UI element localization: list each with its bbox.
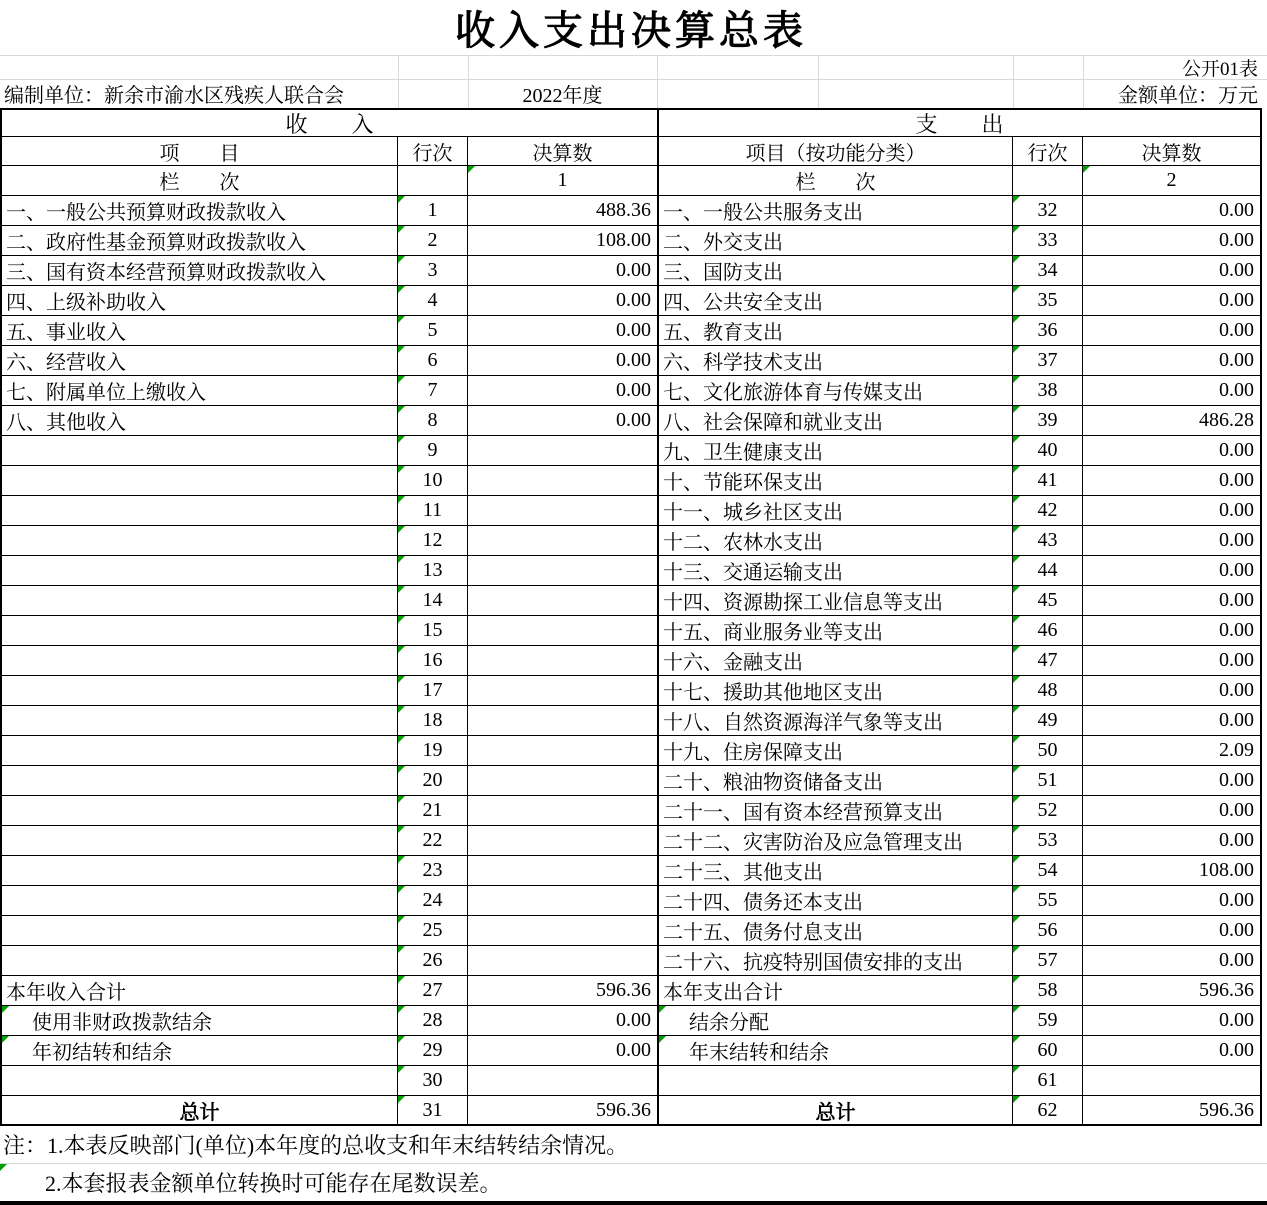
amount-cell: [468, 526, 657, 556]
expense-col-item: 项目（按功能分类）: [659, 137, 1013, 166]
expense-col-amount: 决算数: [1083, 137, 1260, 166]
item-cell: [2, 616, 398, 646]
line-number-cell: 14: [398, 586, 468, 616]
item-cell: 二十一、国有资本经营预算支出: [659, 796, 1013, 826]
line-number-cell: 26: [398, 946, 468, 976]
note-2: 2.本套报表金额单位转换时可能存在尾数误差。: [0, 1164, 1267, 1202]
line-number-cell: 12: [398, 526, 468, 556]
item-cell: 八、其他收入: [2, 406, 398, 436]
item-cell: 九、卫生健康支出: [659, 436, 1013, 466]
line-number-cell: 10: [398, 466, 468, 496]
line-number-cell: 50: [1013, 736, 1083, 766]
line-number-cell: 28: [398, 1006, 468, 1036]
item-cell: [2, 436, 398, 466]
amount-cell: [468, 916, 657, 946]
item-cell: [2, 526, 398, 556]
line-number-cell: 51: [1013, 766, 1083, 796]
amount-cell: [468, 766, 657, 796]
amount-cell: 0.00: [1083, 646, 1260, 676]
line-number-cell: 27: [398, 976, 468, 1006]
amount-cell: [468, 886, 657, 916]
amount-cell: 2.09: [1083, 736, 1260, 766]
amount-cell: 0.00: [1083, 256, 1260, 286]
item-cell: 五、事业收入: [2, 316, 398, 346]
item-cell: 二、政府性基金预算财政拨款收入: [2, 226, 398, 256]
item-cell: [2, 796, 398, 826]
line-number-cell: 6: [398, 346, 468, 376]
amount-cell: [468, 556, 657, 586]
amount-cell: 596.36: [468, 1096, 657, 1126]
expense-lanci-line-cell: [1013, 166, 1083, 196]
amount-cell: 0.00: [1083, 196, 1260, 226]
amount-cell: 0.00: [1083, 1036, 1260, 1066]
amount-cell: 486.28: [1083, 406, 1260, 436]
amount-cell: 0.00: [1083, 346, 1260, 376]
amount-cell: 108.00: [468, 226, 657, 256]
amount-cell: 0.00: [1083, 796, 1260, 826]
amount-cell: 0.00: [1083, 676, 1260, 706]
amount-cell: [468, 436, 657, 466]
line-number-cell: 45: [1013, 586, 1083, 616]
item-cell: 年末结转和结余: [659, 1036, 1013, 1066]
amount-cell: 0.00: [1083, 226, 1260, 256]
prepared-by: 编制单位：新余市渝水区残疾人联合会: [4, 85, 344, 107]
income-col-item: 项 目: [2, 137, 398, 166]
amount-cell: 0.00: [1083, 316, 1260, 346]
item-cell: 十七、援助其他地区支出: [659, 676, 1013, 706]
gridline: [398, 55, 399, 108]
item-cell: 二十三、其他支出: [659, 856, 1013, 886]
line-number-cell: 43: [1013, 526, 1083, 556]
item-cell: 十八、自然资源海洋气象等支出: [659, 706, 1013, 736]
line-number-cell: 11: [398, 496, 468, 526]
item-cell: 一、一般公共服务支出: [659, 196, 1013, 226]
line-number-cell: 35: [1013, 286, 1083, 316]
item-cell: [2, 916, 398, 946]
gridline: [0, 79, 1267, 80]
item-cell: 三、国有资本经营预算财政拨款收入: [2, 256, 398, 286]
line-number-cell: 2: [398, 226, 468, 256]
item-cell: 二十二、灾害防治及应急管理支出: [659, 826, 1013, 856]
expense-section: [657, 110, 1260, 1124]
line-number-cell: 25: [398, 916, 468, 946]
amount-cell: [468, 586, 657, 616]
amount-cell: [1083, 1066, 1260, 1096]
meta-row: [0, 79, 1262, 108]
amount-cell: 0.00: [1083, 376, 1260, 406]
line-number-cell: 1: [398, 196, 468, 226]
item-cell: 十五、商业服务业等支出: [659, 616, 1013, 646]
line-number-cell: 3: [398, 256, 468, 286]
line-number-cell: 32: [1013, 196, 1083, 226]
line-number-cell: 57: [1013, 946, 1083, 976]
line-number-cell: 16: [398, 646, 468, 676]
expense-lanci-label: 栏 次: [659, 166, 1013, 196]
amount-cell: 0.00: [1083, 586, 1260, 616]
amount-cell: 0.00: [468, 256, 657, 286]
amount-cell: 0.00: [1083, 766, 1260, 796]
item-cell: [2, 1066, 398, 1096]
item-cell: 十三、交通运输支出: [659, 556, 1013, 586]
line-number-cell: 17: [398, 676, 468, 706]
item-cell: [2, 706, 398, 736]
amount-cell: [468, 616, 657, 646]
line-number-cell: 58: [1013, 976, 1083, 1006]
amount-cell: 596.36: [468, 976, 657, 1006]
gridline: [818, 55, 819, 108]
fiscal-year: 2022年度: [522, 85, 603, 107]
line-number-cell: 40: [1013, 436, 1083, 466]
income-lanci-label: 栏 次: [2, 166, 398, 196]
amount-cell: 596.36: [1083, 976, 1260, 1006]
gridline: [468, 55, 469, 108]
amount-cell: 0.00: [468, 1036, 657, 1066]
amount-cell: [468, 796, 657, 826]
line-number-cell: 23: [398, 856, 468, 886]
amount-cell: 0.00: [468, 376, 657, 406]
amount-cell: [468, 646, 657, 676]
income-col-amount: 决算数: [468, 137, 657, 166]
gridline: [0, 55, 1267, 56]
item-cell: 八、社会保障和就业支出: [659, 406, 1013, 436]
expense-col-line: 行次: [1013, 137, 1083, 166]
line-number-cell: 47: [1013, 646, 1083, 676]
item-cell: 二、外交支出: [659, 226, 1013, 256]
item-cell: [2, 676, 398, 706]
line-number-cell: 46: [1013, 616, 1083, 646]
line-number-cell: 5: [398, 316, 468, 346]
line-number-cell: 19: [398, 736, 468, 766]
item-cell: [2, 736, 398, 766]
amount-cell: 0.00: [1083, 616, 1260, 646]
expense-column-index: 2: [1083, 166, 1260, 196]
line-number-cell: 4: [398, 286, 468, 316]
line-number-cell: 31: [398, 1096, 468, 1126]
item-cell: 二十四、债务还本支出: [659, 886, 1013, 916]
line-number-cell: 21: [398, 796, 468, 826]
item-cell: 十九、住房保障支出: [659, 736, 1013, 766]
line-number-cell: 38: [1013, 376, 1083, 406]
item-cell: 六、经营收入: [2, 346, 398, 376]
item-cell: 十、节能环保支出: [659, 466, 1013, 496]
item-cell: 结余分配: [659, 1006, 1013, 1036]
line-number-cell: 15: [398, 616, 468, 646]
line-number-cell: 8: [398, 406, 468, 436]
amount-cell: 0.00: [1083, 706, 1260, 736]
item-cell: [2, 466, 398, 496]
line-number-cell: 7: [398, 376, 468, 406]
amount-cell: 0.00: [1083, 526, 1260, 556]
line-number-cell: 48: [1013, 676, 1083, 706]
line-number-cell: 9: [398, 436, 468, 466]
line-number-cell: 56: [1013, 916, 1083, 946]
line-number-cell: 37: [1013, 346, 1083, 376]
gridline: [657, 55, 658, 108]
line-number-cell: 13: [398, 556, 468, 586]
amount-cell: 108.00: [1083, 856, 1260, 886]
line-number-cell: 41: [1013, 466, 1083, 496]
item-cell: 总计: [659, 1096, 1013, 1126]
line-number-cell: 62: [1013, 1096, 1083, 1126]
accounts-table: [0, 108, 1262, 1126]
item-cell: 本年收入合计: [2, 976, 398, 1006]
amount-unit: 金额单位：万元: [1118, 85, 1258, 107]
amount-cell: [468, 736, 657, 766]
item-cell: 年初结转和结余: [2, 1036, 398, 1066]
line-number-cell: 54: [1013, 856, 1083, 886]
line-number-cell: 20: [398, 766, 468, 796]
item-cell: 十四、资源勘探工业信息等支出: [659, 586, 1013, 616]
amount-cell: 0.00: [1083, 436, 1260, 466]
item-cell: 二十、粮油物资储备支出: [659, 766, 1013, 796]
amount-cell: 0.00: [468, 346, 657, 376]
item-cell: [2, 946, 398, 976]
amount-cell: [468, 1066, 657, 1096]
item-cell: 一、一般公共预算财政拨款收入: [2, 196, 398, 226]
item-cell: 二十六、抗疫特别国债安排的支出: [659, 946, 1013, 976]
item-cell: [2, 766, 398, 796]
line-number-cell: 44: [1013, 556, 1083, 586]
line-number-cell: 60: [1013, 1036, 1083, 1066]
income-section-header: 收 入: [2, 110, 657, 137]
amount-cell: 0.00: [468, 406, 657, 436]
item-cell: [659, 1066, 1013, 1096]
item-cell: 本年支出合计: [659, 976, 1013, 1006]
amount-cell: 0.00: [1083, 886, 1260, 916]
line-number-cell: 22: [398, 826, 468, 856]
line-number-cell: 24: [398, 886, 468, 916]
amount-cell: 0.00: [1083, 496, 1260, 526]
gridline: [1083, 55, 1084, 108]
amount-cell: [468, 946, 657, 976]
line-number-cell: 59: [1013, 1006, 1083, 1036]
amount-cell: [468, 466, 657, 496]
amount-cell: 0.00: [468, 1006, 657, 1036]
amount-cell: 0.00: [1083, 946, 1260, 976]
item-cell: 总计: [2, 1096, 398, 1126]
line-number-cell: 52: [1013, 796, 1083, 826]
item-cell: 四、公共安全支出: [659, 286, 1013, 316]
item-cell: [2, 586, 398, 616]
item-cell: 十六、金融支出: [659, 646, 1013, 676]
item-cell: 七、文化旅游体育与传媒支出: [659, 376, 1013, 406]
amount-cell: [468, 496, 657, 526]
item-cell: [2, 556, 398, 586]
income-column-index: 1: [468, 166, 657, 196]
item-cell: 三、国防支出: [659, 256, 1013, 286]
item-cell: 六、科学技术支出: [659, 346, 1013, 376]
item-cell: 十一、城乡社区支出: [659, 496, 1013, 526]
income-section: [2, 110, 657, 1124]
item-cell: [2, 646, 398, 676]
line-number-cell: 53: [1013, 826, 1083, 856]
line-number-cell: 42: [1013, 496, 1083, 526]
item-cell: [2, 886, 398, 916]
line-number-cell: 18: [398, 706, 468, 736]
income-col-line: 行次: [398, 137, 468, 166]
amount-cell: 596.36: [1083, 1096, 1260, 1126]
item-cell: 五、教育支出: [659, 316, 1013, 346]
sheet-number: 公开01表: [1181, 58, 1258, 80]
line-number-cell: 30: [398, 1066, 468, 1096]
amount-cell: 0.00: [1083, 466, 1260, 496]
amount-cell: [468, 706, 657, 736]
item-cell: 四、上级补助收入: [2, 286, 398, 316]
expense-section-header: 支 出: [659, 110, 1260, 137]
line-number-cell: 34: [1013, 256, 1083, 286]
line-number-cell: 36: [1013, 316, 1083, 346]
amount-cell: 0.00: [1083, 286, 1260, 316]
income-lanci-line-cell: [398, 166, 468, 196]
amount-cell: [468, 826, 657, 856]
line-number-cell: 29: [398, 1036, 468, 1066]
amount-cell: [468, 676, 657, 706]
amount-cell: [468, 856, 657, 886]
amount-cell: 0.00: [1083, 556, 1260, 586]
item-cell: 使用非财政拨款结余: [2, 1006, 398, 1036]
item-cell: 二十五、债务付息支出: [659, 916, 1013, 946]
line-number-cell: 39: [1013, 406, 1083, 436]
amount-cell: 0.00: [1083, 916, 1260, 946]
item-cell: [2, 856, 398, 886]
amount-cell: 0.00: [468, 316, 657, 346]
line-number-cell: 55: [1013, 886, 1083, 916]
page-title: 收入支出决算总表: [455, 8, 807, 53]
amount-cell: 0.00: [1083, 826, 1260, 856]
line-number-cell: 33: [1013, 226, 1083, 256]
amount-cell: 488.36: [468, 196, 657, 226]
line-number-cell: 61: [1013, 1066, 1083, 1096]
amount-cell: 0.00: [1083, 1006, 1260, 1036]
item-cell: [2, 826, 398, 856]
item-cell: 七、附属单位上缴收入: [2, 376, 398, 406]
item-cell: 十二、农林水支出: [659, 526, 1013, 556]
line-number-cell: 49: [1013, 706, 1083, 736]
note-1: 注：1.本表反映部门(单位)本年度的总收支和年末结转结余情况。: [0, 1126, 1267, 1164]
bottom-border: [0, 1201, 1267, 1205]
amount-cell: 0.00: [468, 286, 657, 316]
gridline: [1013, 55, 1014, 108]
item-cell: [2, 496, 398, 526]
